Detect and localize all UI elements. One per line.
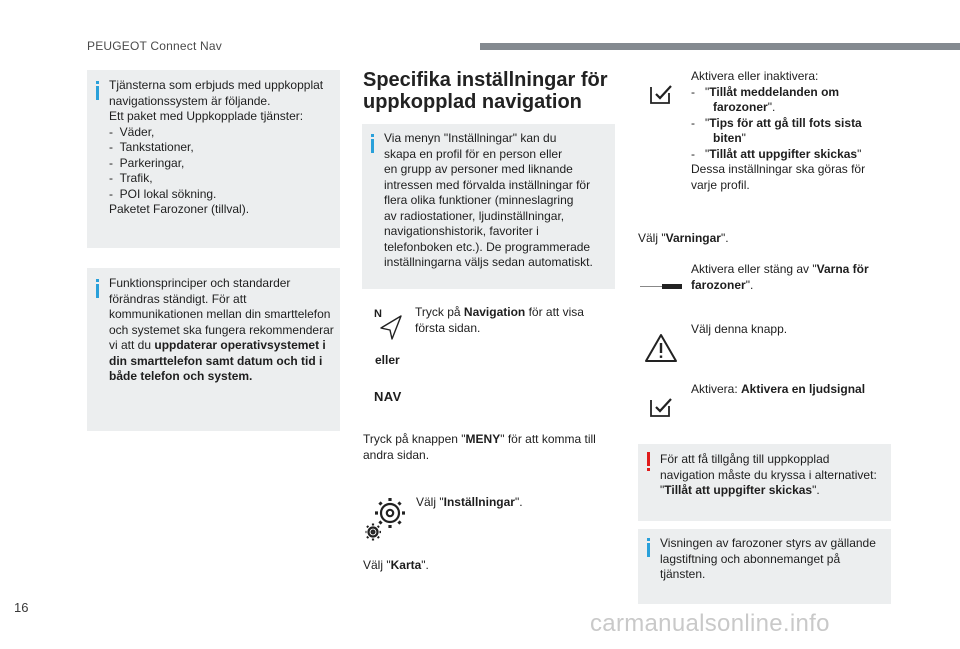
navigation-arrow-icon <box>373 307 407 341</box>
text-line: - POI lokal sökning. <box>109 186 217 201</box>
smartphone-text <box>109 276 334 385</box>
exclamation-icon <box>647 452 650 466</box>
text-line: förändras ständigt. För att <box>109 291 247 306</box>
text-line: andra sidan. <box>363 447 430 462</box>
text-line: navigationssystem är följande. <box>109 93 271 108</box>
title-line: uppkopplad navigation <box>363 91 582 113</box>
warning-triangle-icon <box>644 333 678 363</box>
text-line: navigationshistorik, favoriter i <box>384 224 539 238</box>
text-bold: Varningar <box>665 231 721 245</box>
title-line: Specifika inställningar för <box>363 69 608 91</box>
text-line: Aktivera eller inaktivera: <box>691 69 819 83</box>
text-line <box>109 354 334 370</box>
text-line: inställningarna väljs sedan automatiskt. <box>384 255 593 269</box>
text-bold: biten <box>713 131 742 145</box>
text-line <box>415 305 584 321</box>
legislation-text <box>660 536 885 583</box>
text-line: lagstiftning och abonnemanget på <box>660 551 841 566</box>
navigation-icon <box>373 307 407 341</box>
text-line <box>691 278 869 294</box>
text-fragment: Tryck på <box>415 305 464 319</box>
watermark: carmanualsonline.info <box>590 610 830 637</box>
header-bar <box>480 43 960 50</box>
text-line: navigation måste du kryssa i alternativet: <box>660 467 877 482</box>
text-fragment: Välj " <box>638 231 666 245</box>
text-line <box>660 483 885 499</box>
page-number: 16 <box>14 600 29 615</box>
text-bold: Navigation <box>463 305 526 319</box>
text-bold: farozoner <box>691 277 746 292</box>
hazard-toggle-text <box>691 262 869 293</box>
text-line: Ett paket med Uppkopplade tjänster: <box>109 109 304 123</box>
text-line <box>691 262 869 278</box>
text-line: tjänsten. <box>660 567 706 581</box>
text-bold: Tillåt att uppgifter skickas <box>709 146 858 161</box>
text-line <box>109 369 334 385</box>
or-label: eller <box>375 353 400 367</box>
text-line <box>691 100 891 116</box>
text-line: varje profil. <box>691 177 750 192</box>
warning-box-data <box>638 444 891 521</box>
text-line: intressen med förvalda inställningar för <box>384 177 591 192</box>
text-fragment: - " <box>691 84 710 99</box>
text-line: Via menyn "Inställningar" kan du <box>384 131 557 145</box>
nav-button-label: NAV <box>374 389 402 404</box>
text-bold: Inställningar <box>443 495 515 509</box>
text-bold: Karta <box>390 558 422 572</box>
text-line: en grupp av personer med liknande <box>384 162 573 176</box>
toggle-switch-icon <box>640 283 682 290</box>
map-text <box>363 558 429 574</box>
text-fragment: Aktivera eller stäng av " <box>691 262 817 276</box>
text-bold: både telefon och system. <box>109 369 253 383</box>
activate-options-text <box>691 69 891 193</box>
text-bold: Tillåt att uppgifter skickas <box>664 483 813 497</box>
text-fragment: ". <box>421 558 429 572</box>
text-line: och systemet ska fungera rekommenderar <box>109 322 334 337</box>
info-icon <box>647 543 650 557</box>
text-line <box>691 116 891 132</box>
menu-text <box>363 432 596 463</box>
text-line <box>691 85 891 101</box>
text-bold: uppdaterar operativsystemet i <box>154 338 326 352</box>
text-bold: Tips för att gå till fots sista <box>709 115 862 130</box>
text-bold: Aktivera en ljudsignal <box>741 382 866 396</box>
text-line: - Trafik, <box>109 171 153 185</box>
text-fragment: ". <box>767 100 776 114</box>
text-bold: din smarttelefon samt datum och tid i <box>109 353 323 368</box>
text-line: flera olika funktioner (minneslagring <box>384 193 574 207</box>
text-line: Dessa inställningar ska göras för <box>691 162 866 176</box>
text-line <box>363 432 596 448</box>
text-line: Funktionsprinciper och standarder <box>109 276 291 290</box>
warning-text <box>660 452 885 499</box>
info-icon <box>96 284 99 298</box>
text-line: - Tankstationer, <box>109 140 194 154</box>
text-bold: Varna för <box>816 262 869 276</box>
info-box-legislation <box>638 529 891 604</box>
info-box-profiles <box>362 124 615 289</box>
text-line: skapa en profil för en person eller <box>384 146 563 161</box>
services-text <box>109 78 334 218</box>
text-bold: MENY <box>465 432 501 446</box>
text-fragment: " <box>660 483 665 497</box>
text-fragment: " <box>857 146 862 161</box>
profiles-text <box>384 131 609 271</box>
text-fragment: Välj " <box>363 558 391 572</box>
info-icon <box>371 139 374 153</box>
text-fragment: vi att du <box>109 338 155 352</box>
tap-navigation-text <box>415 305 584 336</box>
text-line: Paketet Farozoner (tillval). <box>109 202 250 216</box>
text-line: Tjänsterna som erbjuds med uppkopplat <box>109 78 324 92</box>
text-bold: Tillåt meddelanden om <box>709 84 840 99</box>
text-line: - Parkeringar, <box>109 155 185 170</box>
text-line: kommunikationen mellan din smarttelefon <box>109 307 331 321</box>
checkbox-checked-icon <box>649 396 673 418</box>
text-line <box>109 338 334 354</box>
text-line: telefonboken etc.). De programmerade <box>384 239 591 254</box>
text-fragment: " för att komma till <box>500 432 596 446</box>
text-line: - Väder, <box>109 124 155 139</box>
settings-text <box>416 495 523 511</box>
text-line <box>691 147 891 163</box>
info-icon <box>96 86 99 100</box>
text-fragment: - " <box>691 146 710 161</box>
text-fragment: ". <box>812 483 820 497</box>
sound-signal-text <box>691 382 865 398</box>
text-fragment: för att visa <box>525 305 584 319</box>
text-fragment: Tryck på knappen " <box>363 432 466 446</box>
text-line: första sidan. <box>415 320 481 335</box>
select-button-text: Välj denna knapp. <box>691 322 788 336</box>
text-fragment: Aktivera: <box>691 382 742 396</box>
north-letter: N <box>374 308 382 320</box>
header-title: PEUGEOT Connect Nav <box>87 39 222 53</box>
text-line: För att få tillgång till uppkopplad <box>660 452 830 466</box>
text-fragment: ". <box>745 277 754 292</box>
text-line: av radiostationer, ljudinställningar, <box>384 208 565 223</box>
settings-gears-icon <box>365 495 407 541</box>
text-fragment: ". <box>720 231 729 245</box>
checkbox-checked-icon <box>649 83 673 105</box>
text-line: Visningen av farozoner styrs av gällande <box>660 536 876 550</box>
text-line <box>691 131 891 147</box>
info-box-smartphone <box>87 268 340 431</box>
text-bold: farozoner <box>713 100 768 114</box>
info-box-services <box>87 70 340 248</box>
text-fragment: " <box>741 131 746 145</box>
warnings-text <box>638 231 729 247</box>
text-fragment: - " <box>691 115 710 130</box>
text-fragment: Välj " <box>416 495 444 509</box>
text-fragment: ". <box>514 495 523 509</box>
page-title <box>363 69 608 113</box>
